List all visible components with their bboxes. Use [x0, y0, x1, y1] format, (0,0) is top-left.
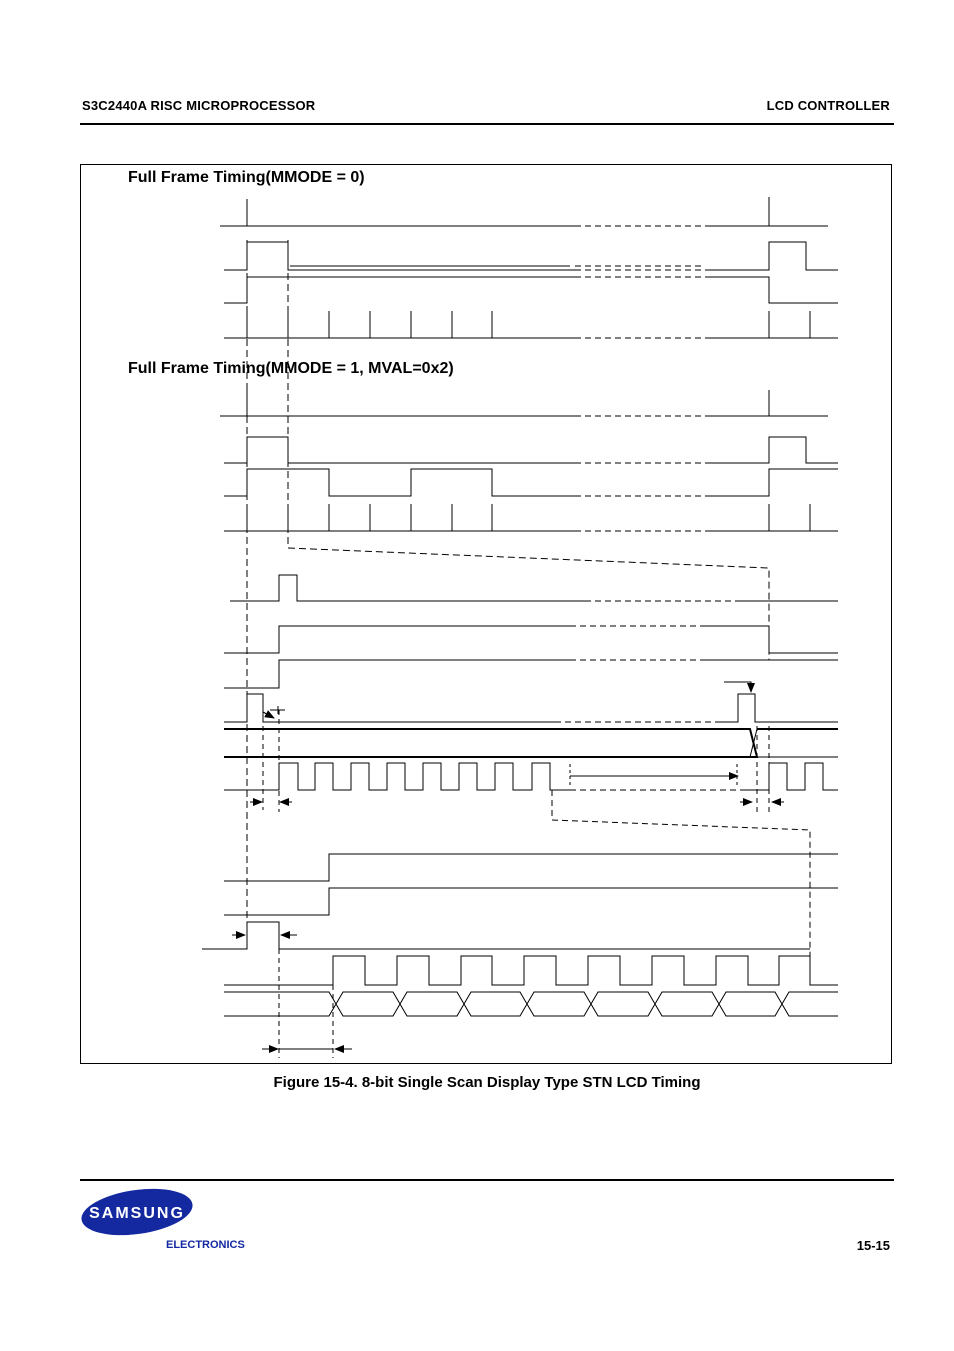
zoom-guide-lines [247, 240, 769, 930]
logo-subtext: ELECTRONICS [166, 1239, 245, 1251]
pixel-detail-waveforms [202, 854, 838, 1058]
s2-line-clock [224, 504, 838, 531]
d-line-pulse [230, 575, 838, 601]
s1-line-clock [224, 311, 838, 338]
header-document-title: S3C2440A RISC MICROPROCESSOR [82, 98, 316, 113]
p-signal-a [224, 854, 838, 881]
d-data-bus [224, 729, 838, 757]
s2-m-signal [224, 469, 838, 496]
logo-text: SAMSUNG [89, 1205, 185, 1222]
section-title-mmode-0: Full Frame Timing(MMODE = 0) [128, 169, 365, 186]
p-clock [224, 956, 838, 985]
d-line-m [224, 626, 838, 653]
d-pixel-clock [224, 763, 570, 790]
header-section-title: LCD CONTROLLER [766, 98, 890, 113]
s2-frame-line [220, 390, 828, 416]
d-latch [224, 694, 838, 722]
s2-frame-pulse [224, 437, 838, 463]
p-data-bus [224, 992, 838, 1016]
s1-m-signal [224, 277, 838, 303]
section1-waveforms [220, 197, 838, 338]
s1-frame-line [220, 197, 828, 226]
page-number: 15-15 [856, 1238, 890, 1253]
section-title-mmode-1: Full Frame Timing(MMODE = 1, MVAL=0x2) [128, 360, 454, 377]
p-signal-b [224, 888, 838, 915]
section2-waveforms [220, 390, 838, 531]
footer-rule [80, 1179, 894, 1181]
samsung-logo [80, 1186, 250, 1256]
d-line-enable [224, 660, 838, 688]
figure-caption: Figure 15-4. 8-bit Single Scan Display Type STN LCD Timing [273, 1074, 701, 1091]
line-detail-waveforms [224, 575, 838, 958]
